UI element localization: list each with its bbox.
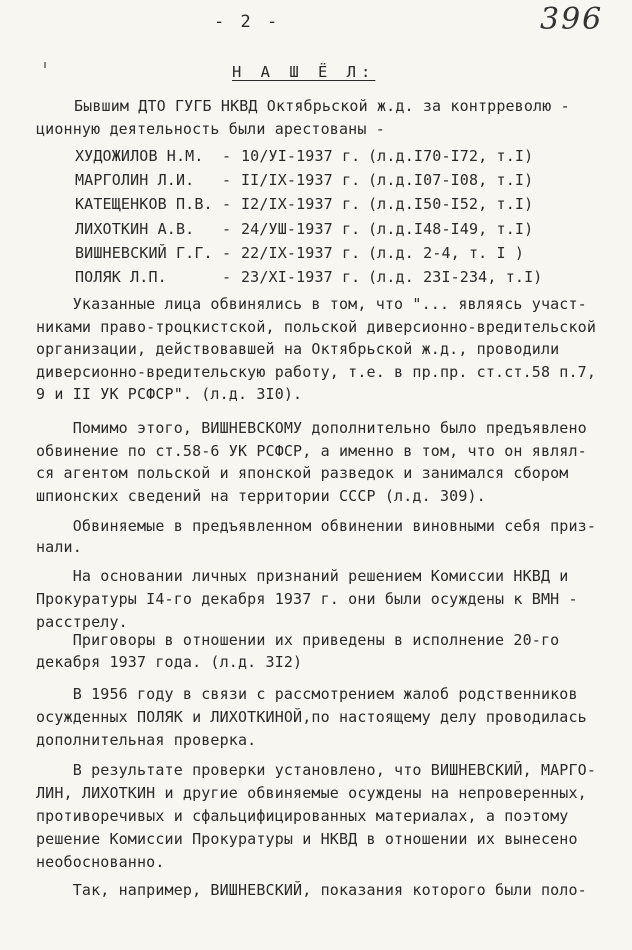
- list-dash: -: [222, 171, 232, 189]
- intro-line: Бывшим ДТО ГУГБ НКВД Октябрьской ж.д. за контрреволю -: [74, 97, 570, 115]
- paragraph-line: обвинение по ст.58-6 УК РСФСР, а именно в том, что он являл-: [36, 442, 587, 460]
- paragraph-line: организации, действовавшей на Октябрьской ж.д., проводили: [36, 340, 560, 358]
- arrested-name: МАРГОЛИН Л.И.: [75, 171, 195, 189]
- paragraph-line: Указанные лица обвинялись в том, что "... являясь участ-: [36, 295, 587, 313]
- paragraph-line: необоснованно.: [36, 853, 165, 871]
- arrested-date: 22/IX-1937 г.: [241, 244, 361, 262]
- paragraph-line: Помимо этого, ВИШНЕВСКОМУ дополнительно было предъявлено: [36, 419, 587, 437]
- paragraph-line: Приговоры в отношении их приведены в исполнение 20-го: [36, 631, 560, 649]
- paragraph-line: декабря 1937 года. (л.д. 3I2): [36, 653, 303, 671]
- paragraph-line: В результате проверки установлено, что ВИШНЕВСКИЙ, МАРГО-: [36, 761, 597, 779]
- arrested-name: ПОЛЯК Л.П.: [75, 268, 167, 286]
- paragraph-line: 9 и II УК РСФСР". (л.д. 3I0).: [36, 385, 303, 403]
- paragraph-line: решение Комиссии Прокуратуры и НКВД в отношении их вынесено: [36, 830, 578, 848]
- paragraph-line: ЛИН, ЛИХОТКИН и другие обвиняемые осуждены на непроверенных,: [36, 784, 587, 802]
- paragraph-line: нали.: [36, 538, 82, 556]
- paragraph-line: никами право-троцкистской, польской диверсионно-вредительской: [36, 318, 597, 336]
- arrested-date: I2/IX-1937 г.: [241, 195, 361, 213]
- paragraph-line: шпионских сведений на территории СССР (л.д. 309).: [36, 487, 486, 505]
- arrested-case-ref: (л.д. 23I-234, т.I): [368, 268, 543, 286]
- list-dash: -: [222, 147, 232, 165]
- page-number: - 2 -: [214, 12, 281, 32]
- arrested-case-ref: (л.д. 2-4, т. I ): [368, 244, 525, 262]
- list-dash: -: [222, 244, 232, 262]
- arrested-date: 10/УI-1937 г.: [241, 147, 361, 165]
- paragraph-line: диверсионно-вредительскую работу, т.е. в пр.пр. ст.ст.58 п.7,: [36, 363, 597, 381]
- section-heading: Н А Ш Ё Л:: [232, 63, 376, 81]
- archive-number: 396: [540, 2, 604, 37]
- stray-mark: [44, 62, 46, 68]
- arrested-name: ХУДОЖИЛОВ Н.М.: [75, 147, 204, 165]
- paragraph-line: Обвиняемые в предъявленном обвинении виновными себя приз-: [36, 517, 597, 535]
- arrested-case-ref: (л.д.I48-I49, т.I): [368, 220, 534, 238]
- paragraph-line: осужденных ПОЛЯК и ЛИХОТКИНОЙ,по настоящему делу проводилась: [36, 708, 587, 726]
- arrested-date: II/IX-1937 г.: [241, 171, 361, 189]
- paragraph-line: На основании личных признаний решением Комиссии НКВД и: [36, 567, 569, 585]
- arrested-case-ref: (л.д.I70-I72, т.I): [368, 147, 534, 165]
- list-dash: -: [222, 268, 232, 286]
- paragraph-line: Прокуратуры I4-го декабря 1937 г. они были осуждены к ВМН -: [36, 590, 578, 608]
- arrested-name: ВИШНЕВСКИЙ Г.Г.: [75, 244, 213, 262]
- arrested-case-ref: (л.д.I07-I08, т.I): [368, 171, 534, 189]
- arrested-case-ref: (л.д.I50-I52, т.I): [368, 195, 534, 213]
- arrested-date: 24/УШ-1937 г.: [241, 220, 361, 238]
- paragraph-line: противоречивых и сфальцифицированных материалах, а поэтому: [36, 807, 569, 825]
- paragraph-line: дополнительная проверка.: [36, 731, 257, 749]
- paragraph-line: В 1956 году в связи с рассмотрением жалоб родственников: [36, 685, 578, 703]
- arrested-date: 23/XI-1937 г.: [241, 268, 361, 286]
- intro-line: ционную деятельность были арестованы -: [36, 120, 385, 138]
- paragraph-line: расстрелу.: [36, 613, 128, 631]
- paragraph-line: ся агентом польской и японской разведок и занимался сбором: [36, 464, 569, 482]
- arrested-name: ЛИХОТКИН А.В.: [75, 220, 195, 238]
- paragraph-line: Так, например, ВИШНЕВСКИЙ, показания которого были поло-: [36, 881, 587, 899]
- list-dash: -: [222, 195, 232, 213]
- arrested-name: КАТЕЩЕНКОВ П.В.: [75, 195, 213, 213]
- list-dash: -: [222, 220, 232, 238]
